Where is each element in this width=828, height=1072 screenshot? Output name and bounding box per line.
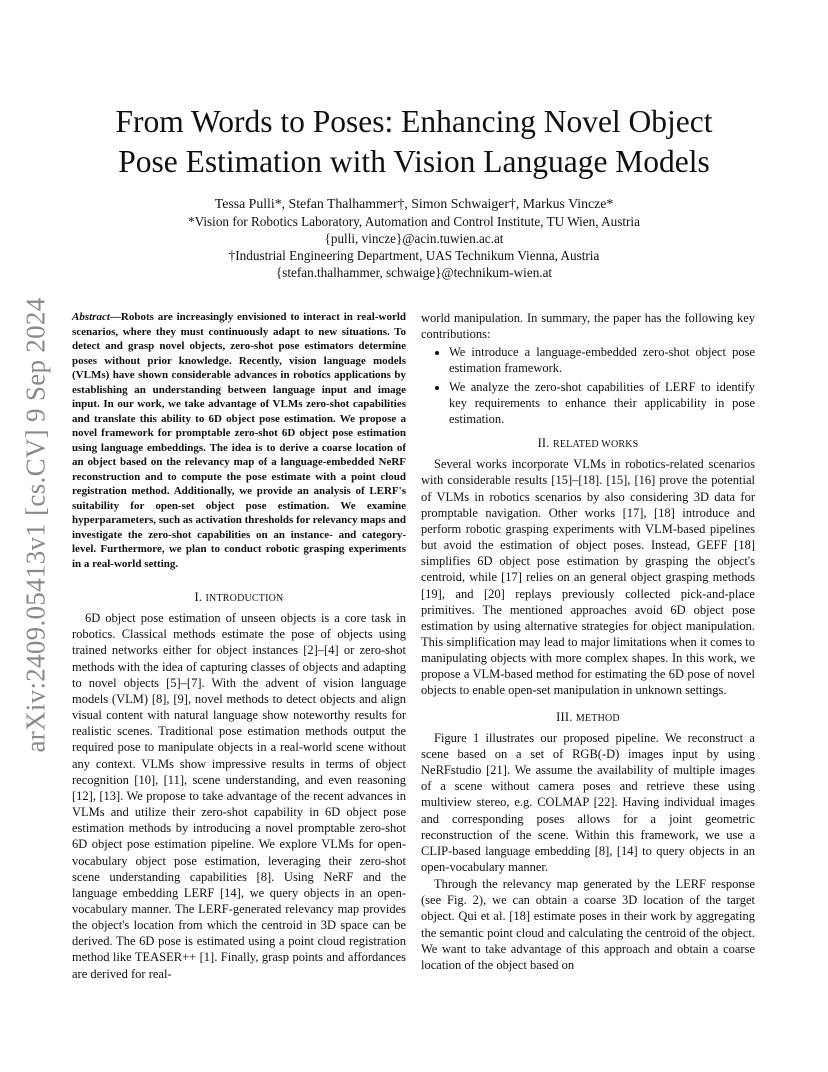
author-names: Tessa Pulli*, Stefan Thalhammer†, Simon Schwaiger†, Markus Vincze* [214,196,614,211]
affiliation-1: *Vision for Robotics Laboratory, Automation and Control Institute, TU Wien, Austria [188,214,640,229]
section-heading-related-works [421,435,755,453]
section-title: METHOD [575,712,620,724]
affiliation-2: †Industrial Engineering Department, UAS Technikum Vienna, Austria [228,248,600,263]
contributions-list [421,344,755,427]
section-number: III. [556,709,573,724]
section-heading-introduction [72,589,406,607]
section-number: I. [194,590,203,604]
method-paragraph-2: Through the relevancy map generated by the LERF response (see Fig. 2), we can obtain a coarse 3D location of the target object. Qui et al. [18] estimate poses in their work by aggregating the semantic point cloud and calculating the centroid of the object. We want to take advantage of this approach and obtain a coarse location of the object based on [421,877,755,972]
section-title: INTRODUCTION [205,593,284,604]
email-1: {pulli, vincze}@acin.tuwien.ac.at [324,231,504,246]
title-line-1: From Words to Poses: Enhancing Novel Object [115,104,713,139]
section-heading-method [421,709,755,727]
right-column [421,310,755,974]
related-works-paragraph: Several works incorporate VLMs in robotics-related scenarios with considerable results [15]–[18]. [15], [16] prove the potential of VLMs in robotics scenarios by also considering 3D data for promptable navigation. Other works [17], [18] introduce and perform robotic grasping experiments with VLM-based pipelines but avoid the estimation of object poses. Instead, GEFF [18] simplifies 6D object pose estimation by grasping the object's centroid, while [17] relies on an general object grasping methods [19], and [20] replays previously collected pick-and-place primitives. The mentioned approaches avoid 6D object pose estimation by using alternative strategies for object manipulation. This simplification may lead to major limitations when it comes to manipulating objects with more complex shapes. In this work, we propose a VLM-based method for estimating the 6D pose of novel objects to enable open-set manipulation in unknown settings. [421,457,755,698]
arxiv-id: arXiv:2409.05413v1 [cs.CV] 9 Sep 2024 [20,297,51,753]
abstract-text: —Robots are increasingly envisioned to interact in real-world scenarios, where they must continuously adapt to new situations. To detect and grasp novel objects, zero-shot pose estimators determine poses without prior knowledge. Recently, vision language models (VLMs) have shown considerable advances in robotics applications by establishing an understanding between language input and image input. In our work, we take advantage of VLMs zero-shot capabilities and translate this ability to 6D object pose estimation. We propose a novel framework for promptable zero-shot 6D object pose estimation using language embeddings. The idea is to derive a coarse location of an object based on the relevancy map of a language-embedded NeRF reconstruction and to compute the pose estimate with a point cloud registration method. Additionally, we provide an analysis of LERF's suitability for open-set object pose estimation. We examine hyperparameters, such as activation thresholds for relevancy maps and investigate the zero-shot capabilities on an instance- and category-level. Furthermore, we plan to conduct robotic grasping experiments in a real-world setting. [72,311,406,570]
contribution-item: • We introduce a language-embedded zero-shot object pose estimation framework. [449,344,755,376]
section-number: II. [537,436,550,451]
abstract-label: Abstract [72,311,110,323]
arxiv-sidebar [22,290,50,760]
email-2: {stefan.thalhammer, schwaige}@technikum-wien.at [275,265,553,280]
method-paragraph-1: Figure 1 illustrates our proposed pipeline. We reconstruct a scene based on a set of RGB(-D) images input by using NeRFstudio [21]. We assume the availability of multiple images of a scene without camera poses and retrieve these using multiview stereo, e.g. COLMAP [22]. Having individual images and corresponding poses allows for a joint geometric reconstruction of the scene. Within this framework, we use a CLIP-based language embedding [8], [14] to query objects in an open-vocabulary manner. [421,730,755,874]
intro-paragraph: 6D object pose estimation of unseen objects is a core task in robotics. Classical methods estimate the pose of objects using trained networks either for object instances [2]–[4] or zero-shot methods with the idea of capturing classes of objects and adapting to novel objects [5]–[7]. With the advent of vision language models (VLM) [8], [9], novel methods to detect objects and align visual content with natural language show noteworthy results for realistic scenes. Traditional pose estimation methods output the required pose to manipulate objects in a real-world scene without any context. VLMs show impressive results in terms of object recognition [10], [11], scene understanding, and even reasoning [12], [13]. We propose to take advantage of the recent advances in VLMs and utilize their zero-shot capability in 6D object pose estimation methods by introducing a novel promptable zero-shot 6D object pose estimation pipeline. We explore VLMs for open-vocabulary object pose estimation, leveraging their zero-shot scene understanding capabilities [8]. Using NeRF and the language embedding LERF [14], we query objects in an open-vocabulary manner. The LERF-generated relevancy map provides the object's location from which the centroid in 3D space can be derived. The 6D pose is estimated using a point cloud registration method like TEASER++ [1]. Finally, grasp points and affordances are derived for real- [72,611,406,981]
contribution-item: • We analyze the zero-shot capabilities of LERF to identify key requirements to enhance their applicability in pose estimation. [449,379,755,427]
intro-paragraph-continued: world manipulation. In summary, the paper has the following key contributions: [421,311,755,342]
left-column [72,310,406,983]
title-line-2: Pose Estimation with Vision Language Models [118,144,710,179]
abstract [72,310,406,571]
author-block [60,195,768,281]
paper-title [60,102,768,182]
section-title: RELATED WORKS [552,439,639,451]
